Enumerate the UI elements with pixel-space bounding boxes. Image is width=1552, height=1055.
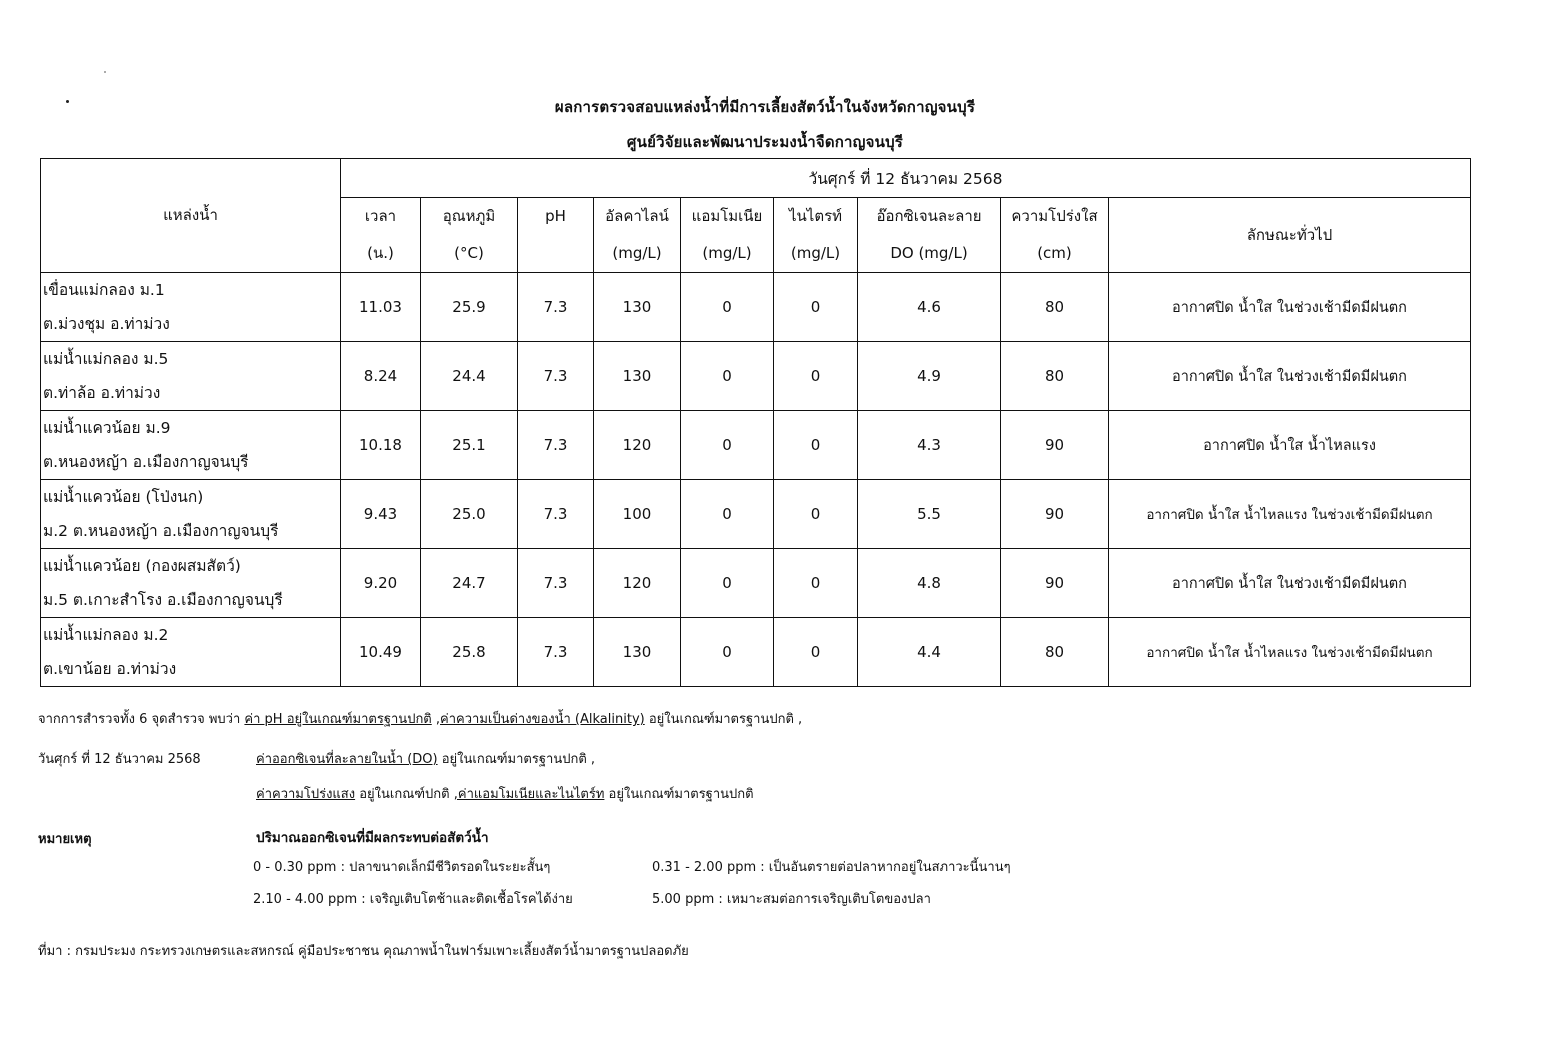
summary-do-normal: ค่าออกซิเจนที่ละลายในน้ำ (DO) <box>256 752 438 767</box>
cell-dissolved-oxygen: 4.6 <box>858 273 1001 342</box>
cell-alkalinity: 130 <box>594 273 681 342</box>
cell-temperature: 25.1 <box>421 411 518 480</box>
table-row <box>41 549 1471 618</box>
cell-nitrite: 0 <box>774 618 858 687</box>
cell-general: อากาศปิด น้ำใส ในช่วงเช้ามีดมีฝนตก <box>1109 549 1471 618</box>
cell-ammonia: 0 <box>681 618 774 687</box>
cell-transparency: 80 <box>1001 618 1109 687</box>
cell-time: 10.18 <box>341 411 421 480</box>
cell-water-source: แม่น้ำแควน้อย ม.9 ต.หนองหญ้า อ.เมืองกาญจนบุรี <box>41 411 341 480</box>
cell-transparency: 90 <box>1001 549 1109 618</box>
cell-nitrite: 0 <box>774 411 858 480</box>
cell-dissolved-oxygen: 4.8 <box>858 549 1001 618</box>
cell-time: 9.43 <box>341 480 421 549</box>
summary-line-1: จากการสำรวจทั้ง 6 จุดสำรวจ พบว่า ค่า pH อยู่ในเกณฑ์มาตรฐานปกติ ,ค่าความเป็นด่างของน้ำ (Alkalinity) อยู่ในเกณฑ์มาตรฐานปกติ , <box>38 712 803 727</box>
cell-general: อากาศปิด น้ำใส ในช่วงเช้ามีดมีฝนตก <box>1109 342 1471 411</box>
cell-ph: 7.3 <box>518 411 594 480</box>
cell-alkalinity: 130 <box>594 618 681 687</box>
cell-general: อากาศปิด น้ำใส น้ำไหลแรง ในช่วงเช้ามีดมีฝนตก <box>1109 480 1471 549</box>
cell-general: อากาศปิด น้ำใส ในช่วงเช้ามีดมีฝนตก <box>1109 273 1471 342</box>
cell-transparency: 90 <box>1001 411 1109 480</box>
cell-ammonia: 0 <box>681 342 774 411</box>
summary-line-2: ค่าออกซิเจนที่ละลายในน้ำ (DO) อยู่ในเกณฑ์มาตรฐานปกติ , <box>256 752 596 767</box>
cell-nitrite: 0 <box>774 549 858 618</box>
header-ammonia: แอมโมเนีย (mg/L) <box>681 198 774 273</box>
cell-water-source: แม่น้ำแม่กลอง ม.5 ต.ท่าล้อ อ.ท่าม่วง <box>41 342 341 411</box>
header-transparency: ความโปร่งใส (cm) <box>1001 198 1109 273</box>
summary-date: วันศุกร์ ที่ 12 ธันวาคม 2568 <box>38 752 201 767</box>
cell-water-source: เขื่อนแม่กลอง ม.1 ต.ม่วงชุม อ.ท่าม่วง <box>41 273 341 342</box>
cell-temperature: 24.7 <box>421 549 518 618</box>
cell-water-source: แม่น้ำแควน้อย (กองผสมสัตว์) ม.5 ต.เกาะสำโรง อ.เมืองกาญจนบุรี <box>41 549 341 618</box>
cell-nitrite: 0 <box>774 480 858 549</box>
cell-transparency: 80 <box>1001 273 1109 342</box>
cell-alkalinity: 120 <box>594 411 681 480</box>
remarks-item: 5.00 ppm : เหมาะสมต่อการเจริญเติบโตของปลา <box>652 892 931 907</box>
header-water-source: แหล่งน้ำ <box>41 159 341 273</box>
cell-ph: 7.3 <box>518 618 594 687</box>
remarks-item: 0.31 - 2.00 ppm : เป็นอันตรายต่อปลาหากอยู่ในสภาวะนี้นานๆ <box>652 860 1011 875</box>
cell-nitrite: 0 <box>774 342 858 411</box>
table-row <box>41 273 1471 342</box>
cell-time: 10.49 <box>341 618 421 687</box>
cell-ammonia: 0 <box>681 411 774 480</box>
header-dissolved-oxygen: อ๊อกซิเจนละลาย DO (mg/L) <box>858 198 1001 273</box>
cell-general: อากาศปิด น้ำใส น้ำไหลแรง ในช่วงเช้ามีดมีฝนตก <box>1109 618 1471 687</box>
table-row <box>41 411 1471 480</box>
summary-ph-normal: ค่า pH อยู่ในเกณฑ์มาตรฐานปกติ <box>244 712 432 727</box>
remarks-label: หมายเหตุ <box>38 832 92 847</box>
cell-dissolved-oxygen: 4.4 <box>858 618 1001 687</box>
remarks-heading: ปริมาณออกซิเจนที่มีผลกระทบต่อสัตว์น้ำ <box>256 830 489 846</box>
cell-alkalinity: 120 <box>594 549 681 618</box>
cell-transparency: 90 <box>1001 480 1109 549</box>
summary-line-3: ค่าความโปร่งแสง อยู่ในเกณฑ์ปกติ ,ค่าแอมโมเนียและไนไตร์ท อยู่ในเกณฑ์มาตรฐานปกติ <box>256 787 754 802</box>
header-temperature: อุณหภูมิ (°C) <box>421 198 518 273</box>
cell-ph: 7.3 <box>518 480 594 549</box>
table-row <box>41 342 1471 411</box>
cell-ph: 7.3 <box>518 273 594 342</box>
cell-transparency: 80 <box>1001 342 1109 411</box>
cell-alkalinity: 100 <box>594 480 681 549</box>
cell-time: 8.24 <box>341 342 421 411</box>
scan-speck <box>104 71 106 73</box>
cell-ph: 7.3 <box>518 549 594 618</box>
summary-ammonia-nitrite-normal: ,ค่าแอมโมเนียและไนไตร์ท <box>453 787 605 802</box>
cell-nitrite: 0 <box>774 273 858 342</box>
cell-temperature: 25.0 <box>421 480 518 549</box>
cell-temperature: 25.9 <box>421 273 518 342</box>
cell-ammonia: 0 <box>681 549 774 618</box>
header-ph: pH <box>518 198 594 273</box>
cell-water-source: แม่น้ำแม่กลอง ม.2 ต.เขาน้อย อ.ท่าม่วง <box>41 618 341 687</box>
cell-dissolved-oxygen: 5.5 <box>858 480 1001 549</box>
cell-temperature: 25.8 <box>421 618 518 687</box>
table-row <box>41 480 1471 549</box>
cell-dissolved-oxygen: 4.3 <box>858 411 1001 480</box>
header-alkalinity: อัลคาไลน์ (mg/L) <box>594 198 681 273</box>
cell-ph: 7.3 <box>518 342 594 411</box>
cell-ammonia: 0 <box>681 273 774 342</box>
header-general-characteristics: ลักษณะทั่วไป <box>1109 198 1471 273</box>
cell-dissolved-oxygen: 4.9 <box>858 342 1001 411</box>
water-quality-table <box>40 158 1471 687</box>
header-row-date <box>41 159 1471 198</box>
cell-alkalinity: 130 <box>594 342 681 411</box>
summary-alkalinity-normal: ค่าความเป็นด่างของน้ำ (Alkalinity) <box>440 712 645 727</box>
document-subtitle: ศูนย์วิจัยและพัฒนาประมงน้ำจืดกาญจนบุรี <box>626 133 904 151</box>
remarks-item: 0 - 0.30 ppm : ปลาขนาดเล็กมีชีวิตรอดในระยะสั้นๆ <box>253 860 551 875</box>
cell-ammonia: 0 <box>681 480 774 549</box>
cell-water-source: แม่น้ำแควน้อย (โป่งนก) ม.2 ต.หนองหญ้า อ.เมืองกาญจนบุรี <box>41 480 341 549</box>
cell-general: อากาศปิด น้ำใส น้ำไหลแรง <box>1109 411 1471 480</box>
header-survey-date: วันศุกร์ ที่ 12 ธันวาคม 2568 <box>341 159 1471 198</box>
header-time: เวลา (น.) <box>341 198 421 273</box>
remarks-item: 2.10 - 4.00 ppm : เจริญเติบโตช้าและติดเชื้อโรคได้ง่าย <box>253 892 573 907</box>
table-row <box>41 618 1471 687</box>
cell-time: 11.03 <box>341 273 421 342</box>
document-title: ผลการตรวจสอบแหล่งน้ำที่มีการเลี้ยงสัตว์น้ำในจังหวัดกาญจนบุรี <box>554 98 976 116</box>
source-note: ที่มา : กรมประมง กระทรวงเกษตรและสหกรณ์ คู่มือประชาชน คุณภาพน้ำในฟาร์มเพาะเลี้ยงสัตว์น้ำมาตรฐานปลอดภัย <box>38 944 689 959</box>
header-nitrite: ไนไตรท์ (mg/L) <box>774 198 858 273</box>
cell-temperature: 24.4 <box>421 342 518 411</box>
summary-transparency-normal: ค่าความโปร่งแสง <box>256 787 356 802</box>
cell-time: 9.20 <box>341 549 421 618</box>
